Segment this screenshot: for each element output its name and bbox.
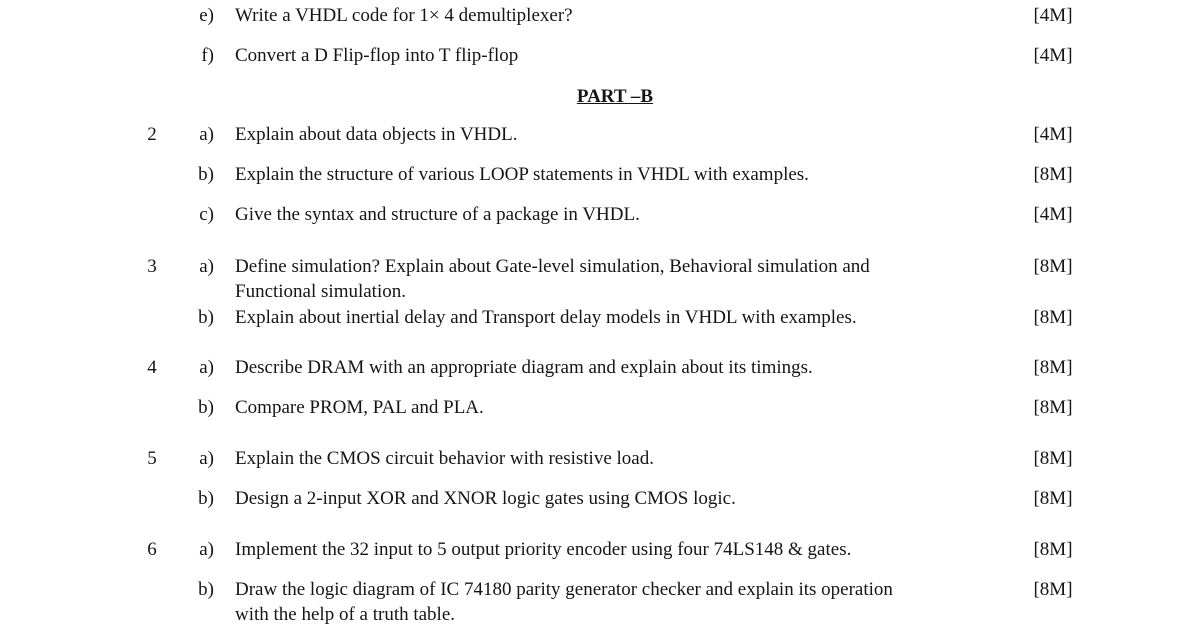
question-text-line2: with the help of a truth table. <box>235 604 456 625</box>
question-number: 2 <box>147 124 157 145</box>
marks: [8M] <box>1033 488 1073 509</box>
question-3a-continued <box>0 279 1200 305</box>
sub-label: b) <box>198 488 214 509</box>
question-text: Implement the 32 input to 5 output priority encoder using four 74LS148 & gates. <box>235 539 852 560</box>
marks: [4M] <box>1033 124 1073 145</box>
marks: [4M] <box>1033 45 1073 66</box>
marks: [8M] <box>1033 579 1073 600</box>
question-text: Give the syntax and structure of a package in VHDL. <box>235 204 640 225</box>
question-3a <box>0 254 1200 280</box>
sub-label: b) <box>198 579 214 600</box>
question-text-line1: Draw the logic diagram of IC 74180 parity generator checker and explain its operation <box>235 579 893 600</box>
marks: [8M] <box>1033 357 1073 378</box>
question-4b <box>0 395 1200 421</box>
marks: [8M] <box>1033 448 1073 469</box>
marks: [8M] <box>1033 539 1073 560</box>
question-2a <box>0 122 1200 148</box>
marks: [4M] <box>1033 204 1073 225</box>
marks: [4M] <box>1033 5 1073 26</box>
sub-label: a) <box>199 256 214 277</box>
sub-label: b) <box>198 397 214 418</box>
question-number: 5 <box>147 448 157 469</box>
marks: [8M] <box>1033 307 1073 328</box>
question-3b <box>0 305 1200 331</box>
question-text: Explain the CMOS circuit behavior with resistive load. <box>235 448 654 469</box>
question-text: Compare PROM, PAL and PLA. <box>235 397 484 418</box>
sub-label: e) <box>199 5 214 26</box>
question-6b-continued <box>0 602 1200 628</box>
question-2c <box>0 202 1200 228</box>
question-text: Convert a D Flip-flop into T flip-flop <box>235 45 519 66</box>
marks: [8M] <box>1033 397 1073 418</box>
sub-label: a) <box>199 357 214 378</box>
sub-label: b) <box>198 164 214 185</box>
sub-label: a) <box>199 124 214 145</box>
sub-label: a) <box>199 448 214 469</box>
question-text-line1: Define simulation? Explain about Gate-level simulation, Behavioral simulation and <box>235 256 870 277</box>
question-4a <box>0 355 1200 381</box>
question-1f <box>0 43 1200 69</box>
question-text-line2: Functional simulation. <box>235 281 406 302</box>
question-5b <box>0 486 1200 512</box>
question-text: Explain about data objects in VHDL. <box>235 124 518 145</box>
question-5a <box>0 446 1200 472</box>
question-number: 3 <box>147 256 157 277</box>
question-text: Write a VHDL code for 1× 4 demultiplexer? <box>235 5 573 26</box>
question-number: 4 <box>147 357 157 378</box>
marks: [8M] <box>1033 164 1073 185</box>
question-text: Design a 2-input XOR and XNOR logic gates using CMOS logic. <box>235 488 736 509</box>
question-6b <box>0 577 1200 603</box>
part-b-heading: PART –B <box>576 86 654 107</box>
sub-label: a) <box>199 539 214 560</box>
marks: [8M] <box>1033 256 1073 277</box>
question-text: Explain the structure of various LOOP statements in VHDL with examples. <box>235 164 809 185</box>
question-number: 6 <box>147 539 157 560</box>
question-6a <box>0 537 1200 563</box>
sub-label: f) <box>201 45 214 66</box>
question-2b <box>0 162 1200 188</box>
sub-label: c) <box>199 204 214 225</box>
question-1e <box>0 3 1200 29</box>
question-text: Describe DRAM with an appropriate diagram and explain about its timings. <box>235 357 813 378</box>
sub-label: b) <box>198 307 214 328</box>
question-text: Explain about inertial delay and Transport delay models in VHDL with examples. <box>235 307 857 328</box>
